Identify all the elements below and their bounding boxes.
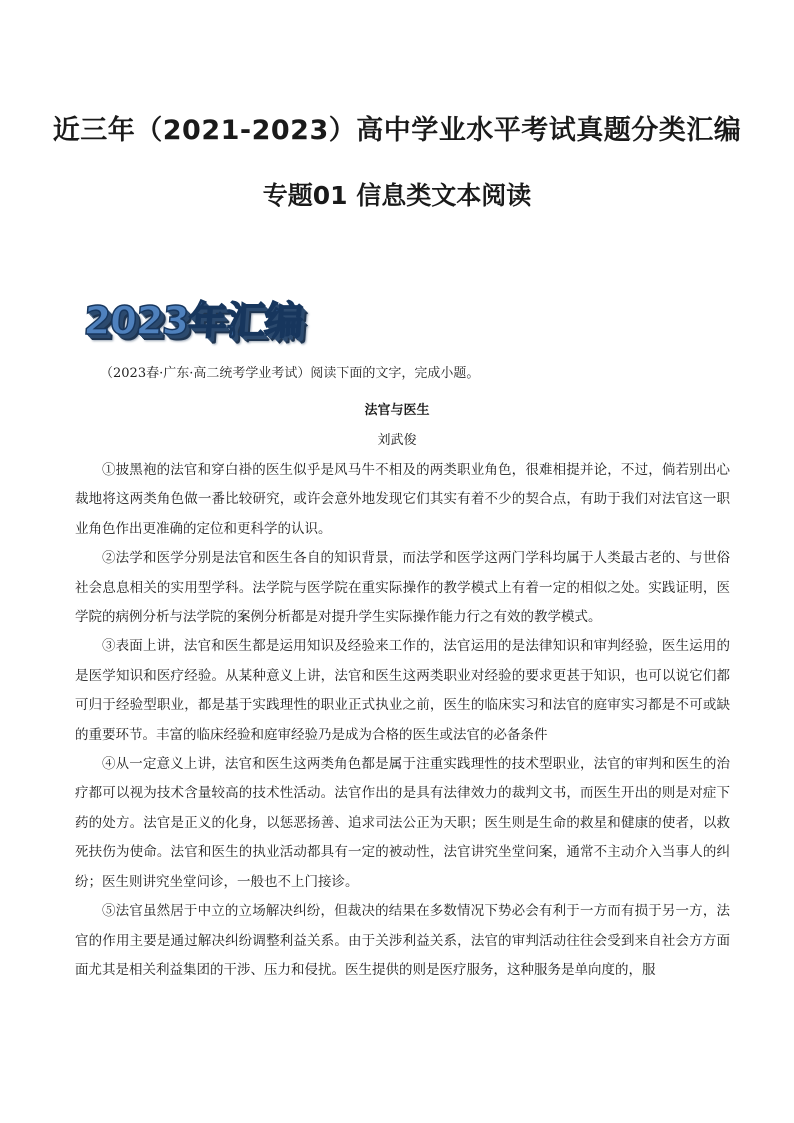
article-author: 刘武俊: [377, 433, 417, 448]
document-main-title: 近三年（2021-2023）高中学业水平考试真题分类汇编: [52, 115, 742, 146]
article-paragraph-1: ①披黑袍的法官和穿白褂的医生似乎是风马牛不相及的两类职业角色，很难相提并论，不过，倘若别出心裁地将这两类角色做一番比较研究，或许会意外地发现它们其实有着不少的契合点，有助于我们对法官这一职业角色作出更准确的定位和更科学的认识。: [75, 462, 730, 537]
section-wordart-label: 2023年汇编: [82, 299, 304, 344]
article-paragraph-3: ③表面上讲，法官和医生都是运用知识及经验来工作的，法官运用的是法律知识和审判经验，医生运用的是医学知识和医疗经验。从某种意义上讲，法官和医生这两类职业对经验的要求更甚于知识，也可以说它们都可归于经验型职业，都是基于实践理性的职业正式执业之前，医生的临床实习和法官的庭审实习都是不可或缺的重要环节。丰富的临床经验和庭审经验乃是成为合格的医生或法官的必备条件: [75, 638, 730, 743]
article-body: [75, 456, 730, 985]
article-paragraph-5: ⑤法官虽然居于中立的立场解决纠纷，但裁决的结果在多数情况下势必会有利于一方而有损于另一方，法官的作用主要是通过解决纠纷调整利益关系。由于关涉利益关系，法官的审判活动往往会受到来自社会方方面面尤其是相关利益集团的干涉、压力和侵扰。医生提供的则是医疗服务，这种服务是单向度的，服: [75, 903, 730, 978]
article-paragraph-4: ④从一定意义上讲，法官和医生这两类角色都是属于注重实践理性的技术型职业，法官的审判和医生的治疗都可以视为技术含量较高的技术性活动。法官作出的是具有法律效力的裁判文书，而医生开出的则是对症下药的处方。法官是正义的化身，以惩恶扬善、追求司法公正为天职；医生则是生命的救星和健康的使者，以救死扶伤为使命。法官和医生的执业活动都具有一定的被动性，法官讲究坐堂问案，通常不主动介入当事人的纠纷；医生则讲究坐堂问诊，一般也不上门接诊。: [75, 756, 730, 890]
article-title: 法官与医生: [364, 403, 430, 418]
document-sub-title: 专题01 信息类文本阅读: [262, 181, 532, 210]
article-paragraph-2: ②法学和医学分别是法官和医生各自的知识背景，而法学和医学这两门学科均属于人类最古老的、与世俗社会息息相关的实用型学科。法学院与医学院在重实际操作的教学模式上有着一定的相似之处。实践证明，医学院的病例分析与法学院的案例分析都是对提升学生实际操作能力行之有效的教学模式。: [75, 550, 730, 626]
question-source: （2023春·广东·高二统考学业考试）阅读下面的文字，完成小题。: [100, 366, 480, 381]
